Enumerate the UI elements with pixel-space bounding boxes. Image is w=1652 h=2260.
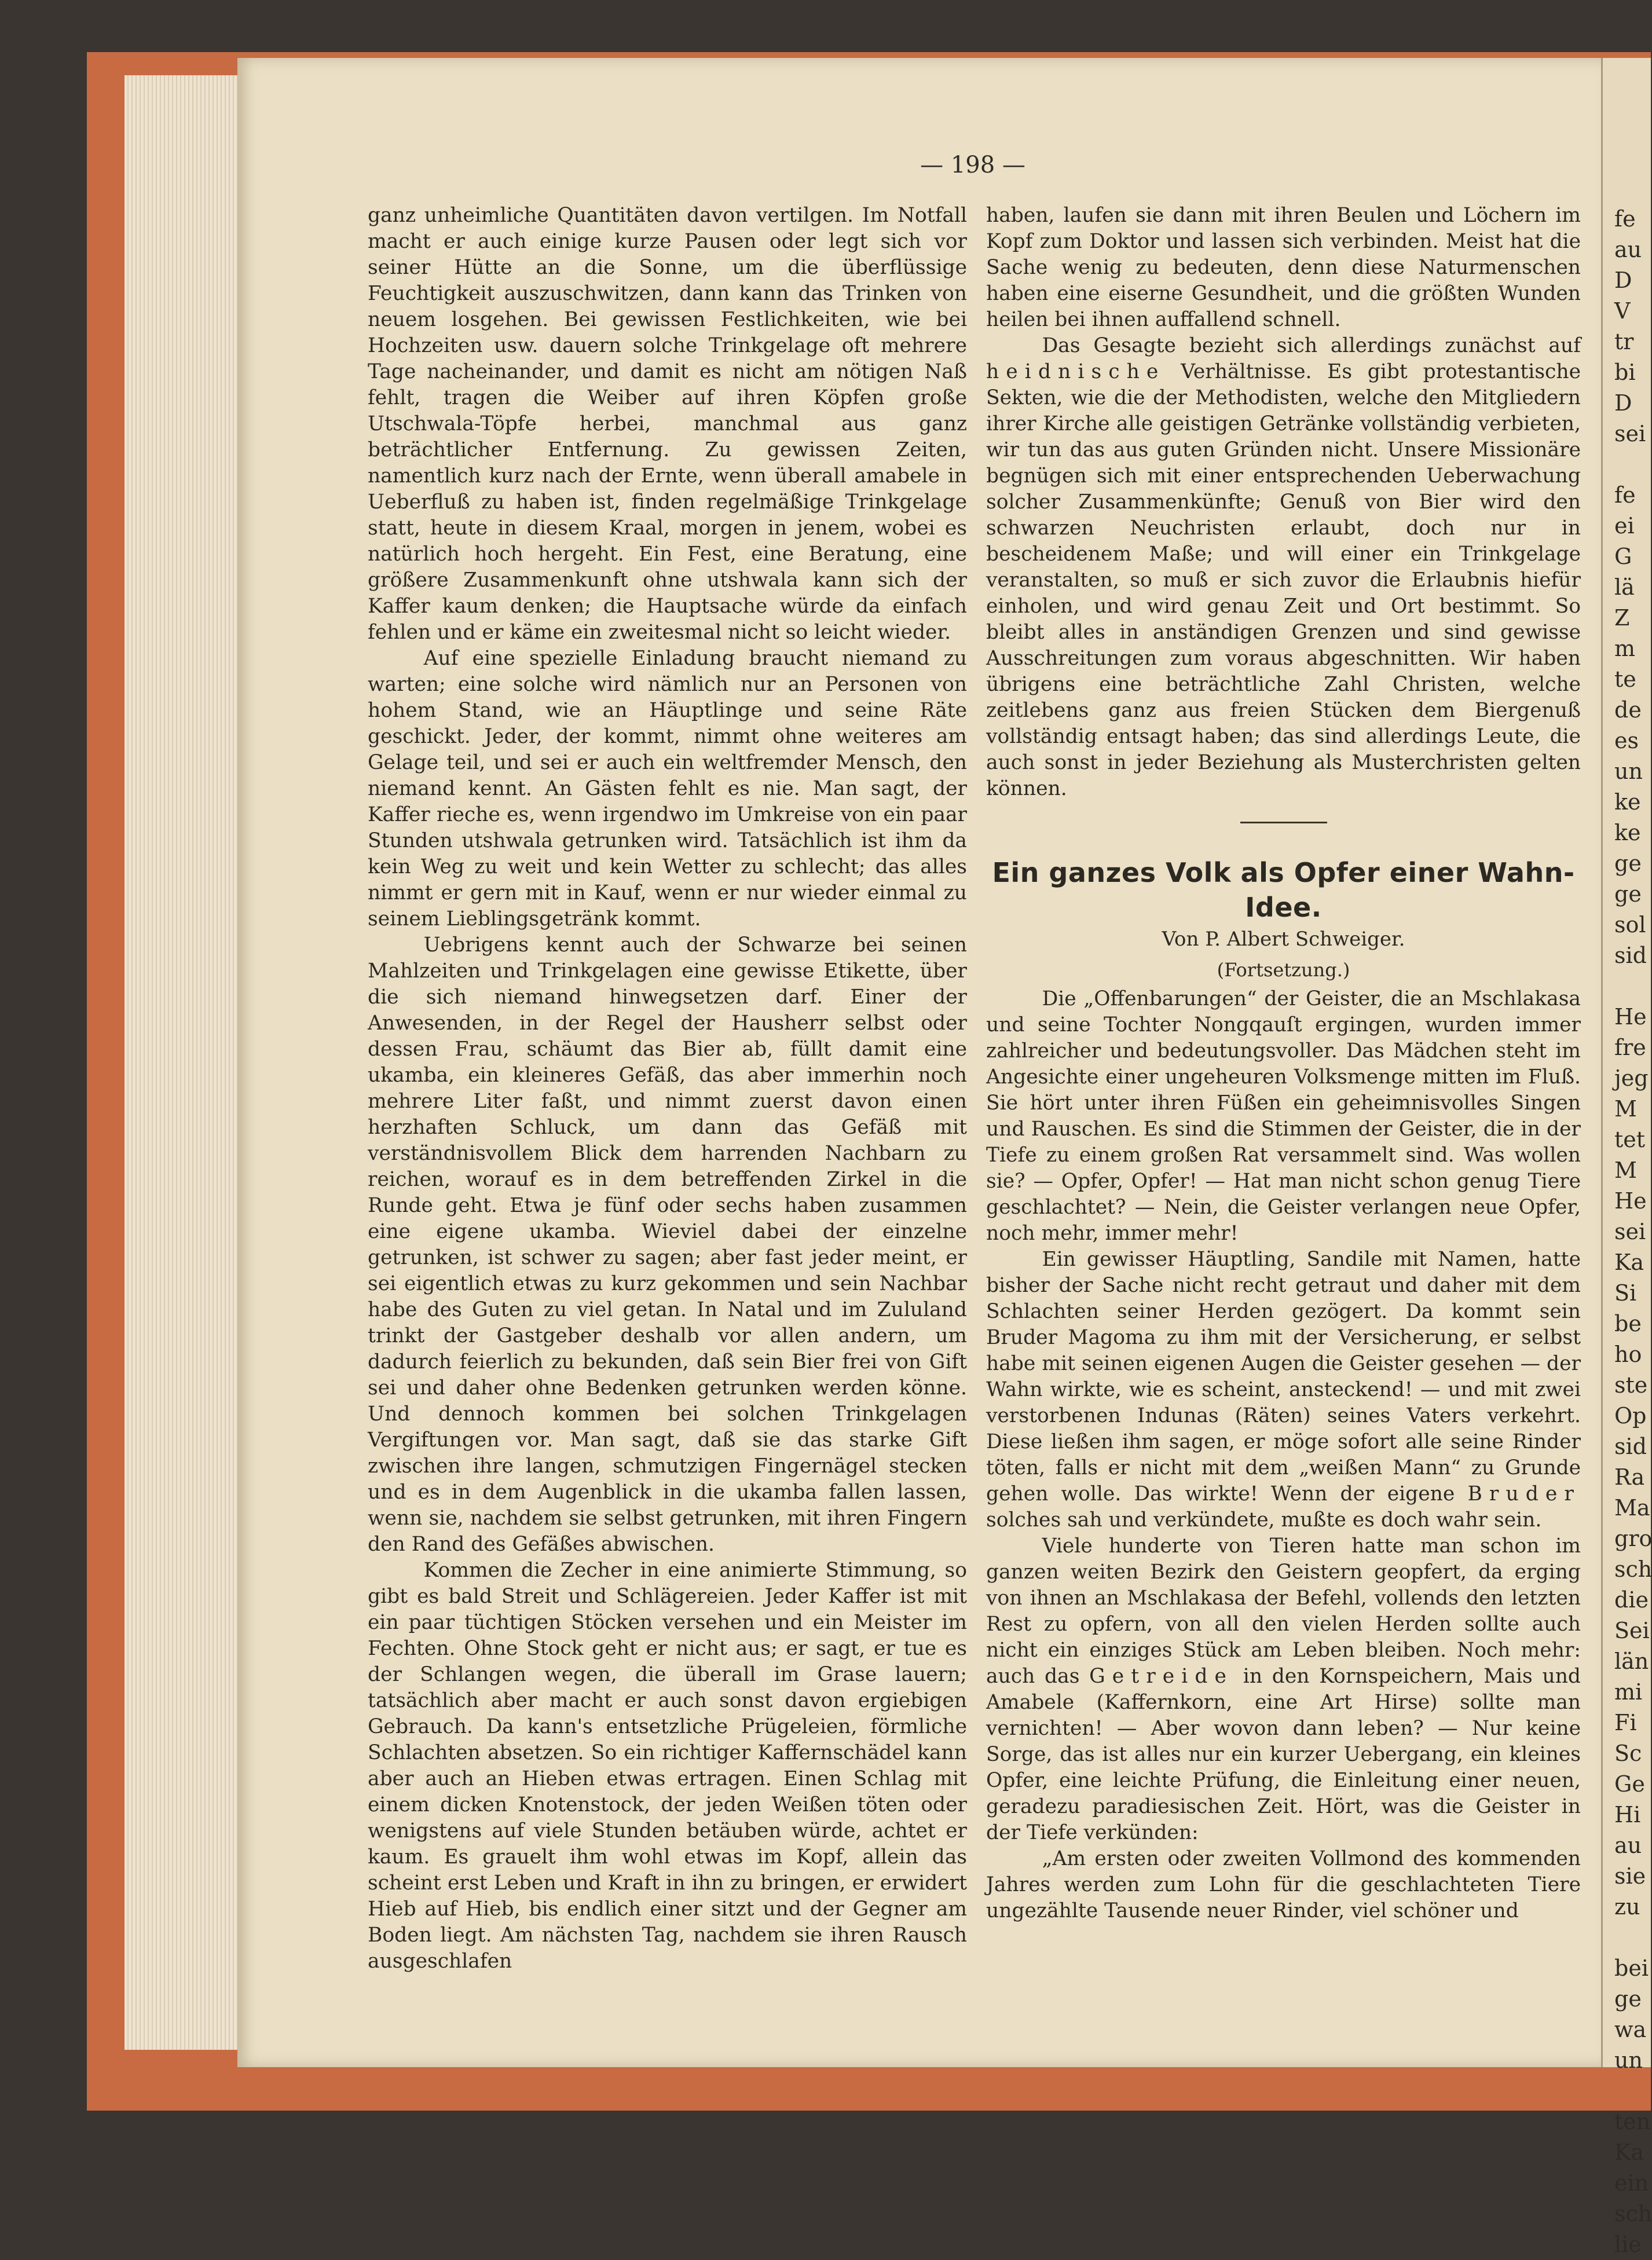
next-page-fragment: de — [1614, 697, 1642, 723]
next-page-fragment: fe — [1614, 482, 1636, 508]
next-page-fragment: be — [1614, 1311, 1642, 1336]
next-page-fragment: un — [1614, 759, 1643, 784]
next-page-fragment: Sei — [1614, 1618, 1650, 1643]
paragraph: Die „Offenbarungen“ der Geister, die an Mschlakasa und seine Tochter Nongqauſt ergingen, wurden immer zahlreicher und bedeutungsvoller. Das Mädchen steht im Angesichte einer ungeheuren Volksmenge mitten im Fluß. Sie hört unter ihren Füßen ein geheimnisvolles Singen und Rauschen. Es sind die Stimmen der Geister, die in der Tiefe zu einem großen Rat versammelt sind. Was wollen sie? — Opfer, Opfer! — Hat man nicht schon genug Tiere geschlachtet? — Nein, die Geister verlangen neue Opfer, noch mehr, immer mehr! — [986, 987, 1581, 1245]
next-page-fragment: ke — [1614, 820, 1641, 845]
section-divider — [1240, 822, 1327, 823]
next-page-fragment: D — [1614, 268, 1632, 293]
emphasis: Getreide — [1089, 1665, 1234, 1688]
next-page-fragment: fe — [1614, 206, 1636, 232]
paragraph: ganz unheimliche Quantitäten davon vertilgen. Im Notfall macht er auch einige kurze Pausen oder legt sich vor seiner Hütte an die Sonne, um die überflüssige Feuchtigkeit auszuschwitzen, dann kann das Trinken von neuem losgehen. Bei gewissen Festlichkeiten, wie bei Hochzeiten usw. dauern solche Trinkgelage oft mehrere Tage nacheinander, und damit es nicht am nötigen Naß fehlt, tragen die Weiber auf ihren Köpfen große Utschwala-Töpfe herbei, manchmal aus ganz beträchtlicher Entfernung. Zu gewissen Zeiten, namentlich kurz nach der Ernte, wenn überall amabele in Ueberfluß zu haben ist, finden regelmäßige Trinkgelage statt, heute in diesem Kraal, morgen in jenem, wobei es natürlich hoch hergeht. Ein Fest, eine Beratung, eine größere Zusammenkunft ohne utshwala kann sich der Kaffer kaum denken; die Hauptsache würde da einfach fehlen und er käme ein zweitesmal nicht so leicht wieder. — [368, 204, 967, 644]
next-page-fragment: Ka — [1614, 2140, 1644, 2165]
left-column — [368, 203, 967, 1975]
text-run: Ein gewisser Häuptling, Sandile mit Namen, hatte bisher der Sache nicht recht getraut und daher mit dem Schlachten seiner Herden gezögert. Da kommt sein Bruder Magoma zu ihm mit der Versicherung, er selbst habe mit seinen eigenen Augen die Geister gesehen — der Wahn wirkte, wie es scheint, ansteckend! — und mit zwei verstorbenen Indunas (Räten) seines Vaters verkehrt. Diese ließen ihm sagen, er möge sofort alle seine Rinder töten, falls er nicht mit dem „weißen Mann“ zu Grunde gehen wolle. Das wirkte! Wenn der eigene — [986, 1248, 1581, 1506]
next-page-fragment: Si — [1614, 1280, 1637, 1306]
paragraph — [986, 1533, 1581, 1846]
next-page-fragment: M — [1614, 1096, 1637, 1122]
paragraph — [986, 333, 1581, 802]
next-page-fragment: ge — [1614, 851, 1642, 876]
next-page-fragment: au — [1614, 1833, 1642, 1858]
text-run: Viele hunderte von Tieren hatte man schon im ganzen weiten Bezirk den Geistern geopfert, da erging von ihnen an Mschlakasa der Befehl, vollends den letzten Rest zu opfern, von all den vielen Herden sollte auch nicht ein einziges Stück am Leben bleiben. Noch mehr: auch das — [986, 1534, 1581, 1688]
next-page-fragment: mi — [1614, 1679, 1643, 1705]
next-page-fragment: Ka — [1614, 1250, 1644, 1275]
next-page-fragment: ste — [1614, 1372, 1648, 1398]
next-page-fragment: wa — [1614, 2017, 1647, 2042]
next-page-fragment: sie — [1614, 1863, 1646, 1889]
next-page-fragment: die — [1614, 1587, 1649, 1613]
next-page-fragment: ge — [1614, 1986, 1642, 2012]
text-run: in den Kornspeichern, Mais und Amabele (Kaffernkorn, eine Art Hirse) sollte man vernichten! — Aber wovon dann leben? — Nur keine Sorge, das ist alles nur ein kurzer Uebergang, ein kleines Opfer, eine leichte Prüfung, die Einleitung einer neuen, geradezu paradiesischen Zeit. Hört, was die Geister in der Tiefe verkünden: — [986, 1665, 1581, 1844]
next-page-fragment: sei — [1614, 1219, 1646, 1244]
next-page-fragment: He — [1614, 1188, 1647, 1214]
next-page-fragment: zu — [1614, 1894, 1640, 1920]
next-page-fragment: ge — [1614, 881, 1642, 907]
next-page-fragment: fre — [1614, 1035, 1646, 1060]
next-page-fragment — [1609, 1922, 1651, 1953]
next-page-fragment: es — [1614, 728, 1639, 753]
next-page-fragment: tet — [1614, 1127, 1646, 1152]
next-page-fragment: Ge — [1614, 1771, 1645, 1797]
paragraph: haben, laufen sie dann mit ihren Beulen und Löchern im Kopf zum Doktor und lassen sich verbinden. Meist hat die Sache wenig zu bedeuten, denn diese Naturmenschen haben eine eiserne Gesundheit, und die größten Wunden heilen bei ihnen auffallend schnell. — [986, 204, 1581, 331]
paragraph: Uebrigens kennt auch der Schwarze bei seinen Mahlzeiten und Trinkgelagen eine gewisse Etikette, über die sich niemand hinwegsetzen darf. Einer der Anwesenden, in der Regel der Hausherr selbst oder dessen Frau, schäumt das Bier ab, füllt damit eine ukamba, ein kleineres Gefäß, das aber immerhin noch mehrere Liter faßt, und nimmt zuerst davon einen herzhaften Schluck, um dann das Gefäß mit verständnisvollem Blick dem harrenden Nachbarn zu reichen, worauf es in dem betreffenden Zirkel in die Runde geht. Etwa je fünf oder sechs haben zusammen eine eigene ukamba. Wieviel dabei der einzelne getrunken, ist schwer zu sagen; aber fast jeder meint, er sei eigentlich etwas zu kurz gekommen und sein Nachbar habe des Guten zu viel getan. In Natal und im Zululand trinkt der Gastgeber deshalb vor allen andern, um dadurch feierlich zu bekunden, daß sein Bier frei von Gift sei und daher ohne Bedenken getrunken werden könne. Und dennoch kommen bei solchen Trinkgelagen Vergiftungen vor. Man sagt, daß sie das starke Gift zwischen ihre langen, schmutzigen Fingernägel stecken und es in dem Augenblick in die ukamba fallen lassen, wenn sie, nachdem sie selbst getrunken, mit ihren Fingern den Rand des Gefäßes abwischen. — [368, 933, 967, 1556]
next-page-fragment: sei — [1614, 421, 1646, 446]
paragraph — [986, 1247, 1581, 1533]
page-number: — 198 — — [920, 152, 1025, 178]
next-page-fragment: ten — [1614, 2109, 1651, 2134]
next-page-fragment: sol — [1614, 912, 1646, 937]
text-run: Das Gesagte bezieht sich allerdings zunächst auf — [1042, 334, 1581, 357]
next-page-fragment: m — [1614, 636, 1636, 661]
text-run: Verhältnisse. Es gibt protestantische Sekten, wie die der Methodisten, welche den Mitgliedern ihrer Kirche alle geistigen Getränke vollständig verbieten, wir tun das aus guten Gründen nicht. Unsere Missionäre begnügen sich mit einer entsprechenden Ueberwachung solcher Zusammenkünfte; Genuß von Bier wird den schwarzen Neuchristen erlaubt, doch nur in bescheidenem Maße; und will einer ein Trinkgelage veranstalten, so muß er sich zuvor die Erlaubnis hiefür einholen, und wird genau Zeit und Ort bestimmt. So bleibt alles in anständigen Grenzen und sind gewisse Ausschreitungen zum voraus abgeschnitten. Wir haben übrigens eine beträchtliche Zahl Christen, welche zeitlebens ganz aus freien Stücken dem Biergenuß vollständig entsagt haben; das sind allerdings Leute, die auch sonst in jeder Beziehung als Musterchristen gelten können. — [986, 360, 1581, 800]
next-page-fragment: M — [1614, 1158, 1637, 1183]
next-page-fragment: lie — [1614, 2232, 1642, 2257]
next-page-fragment: Ma — [1614, 1495, 1650, 1521]
next-page-fragment: sch — [1614, 1556, 1652, 1582]
next-page-fragment: Op — [1614, 1403, 1647, 1428]
right-column — [986, 203, 1581, 1924]
paragraph: Auf eine spezielle Einladung braucht niemand zu warten; eine solche wird nämlich nur an Personen von hohem Stand, wie an Häuptlinge und seine Räte geschickt. Jeder, der kommt, nimmt ohne weiteres am Gelage teil, und sei er auch ein weltfremder Mensch, den niemand kennt. An Gästen fehlt es nie. Man sagt, der Kaffer rieche es, wenn irgendwo im Umkreise von ein paar Stunden utshwala getrunken wird. Tatsächlich ist ihm da kein Weg zu weit und kein Wetter zu schlecht; das alles nimmt er gern mit in Kauf, wenn er nur wieder einmal zu seinem Lieblingsgetränk kommt. — [368, 647, 967, 931]
paragraph: Kommen die Zecher in eine animierte Stimmung, so gibt es bald Streit und Schlägereien. Jeder Kaffer ist mit ein paar tüchtigen Stöcken versehen und ein Meister im Fechten. Ohne Stock geht er nicht aus; er sagt, er tue es der Schlangen wegen, die überall im Grase lauern; tatsächlich aber macht er auch sonst davon ergiebigen Gebrauch. Da kann's entsetzliche Prügeleien, förmliche Schlachten absetzen. So ein richtiger Kaffernschädel kann aber auch an Hieben etwas ertragen. Einen Schlag mit einem dicken Knotenstock, der jeden Weißen töten oder wenigstens auf viele Stunden betäuben würde, achtet er kaum. Es grauelt ihm wohl etwas im Kopf, allein das scheint erst Leben und Kraft in ihn zu bringen, er erwidert Hieb auf Hieb, bis endlich einer sitzt und der Gegner am Boden liegt. Am nächsten Tag, nachdem sie ihren Rausch ausgeschlafen — [368, 1559, 967, 1973]
next-page-fragment: ei — [1614, 513, 1635, 539]
next-page-fragment: lä — [1614, 574, 1635, 600]
next-page-fragment: V — [1614, 298, 1631, 324]
article-title: Ein ganzes Volk als Opfer einer Wahn-Idee. — [992, 857, 1575, 923]
next-page-fragment: He — [1614, 1004, 1647, 1030]
next-page-fragment — [1609, 971, 1651, 1002]
emphasis: heidnische — [986, 360, 1166, 383]
next-page-fragment: län — [1614, 1649, 1649, 1674]
next-page-fragment: au — [1614, 237, 1642, 262]
next-page-fragment: bei — [1614, 1955, 1649, 1981]
article-author: Von P. Albert Schweiger. — [1162, 928, 1405, 951]
next-page-fragment: tr — [1614, 329, 1634, 354]
next-page-fragment: Sc — [1614, 1741, 1642, 1766]
next-page-fragment: bi — [1614, 360, 1636, 385]
next-page-edge — [1601, 58, 1652, 2257]
next-page-fragment: ho — [1614, 1342, 1642, 1367]
continuation-note: (Fortsetzung.) — [1217, 959, 1350, 981]
next-page-fragment: sid — [1614, 943, 1647, 968]
next-page-fragment: Z — [1614, 605, 1630, 631]
next-page-fragment: G — [1614, 544, 1632, 569]
next-page-fragment: Ra — [1614, 1464, 1645, 1490]
next-page-fragment: gro — [1614, 1526, 1652, 1551]
next-page-fragment: Fi — [1614, 1710, 1637, 1735]
next-page-fragment: ke — [1614, 789, 1641, 815]
next-page-fragment: D — [1614, 390, 1632, 416]
next-page-fragment: jeg — [1614, 1065, 1649, 1091]
next-page-fragment: sch — [1614, 2201, 1652, 2226]
next-page-fragment — [1609, 449, 1651, 480]
paragraph: „Am ersten oder zweiten Vollmond des kommenden Jahres werden zum Lohn für die geschlachteten Tiere ungezählte Tausende neuer Rinder, viel schöner und — [986, 1847, 1581, 1922]
next-page-fragment: un — [1614, 2047, 1643, 2073]
next-page-fragment: te — [1614, 666, 1636, 692]
next-page-fragment — [1609, 2076, 1651, 2107]
next-page-fragment: ein — [1614, 2170, 1649, 2196]
next-page-fragment: Hi — [1614, 1802, 1641, 1827]
next-page-text — [1603, 58, 1651, 2260]
emphasis: Bruder — [1467, 1482, 1581, 1506]
text-run: solches sah und verkündete, mußte es doch wahr sein. — [986, 1508, 1542, 1532]
page-edges — [124, 75, 240, 2050]
next-page-fragment: sid — [1614, 1434, 1647, 1459]
